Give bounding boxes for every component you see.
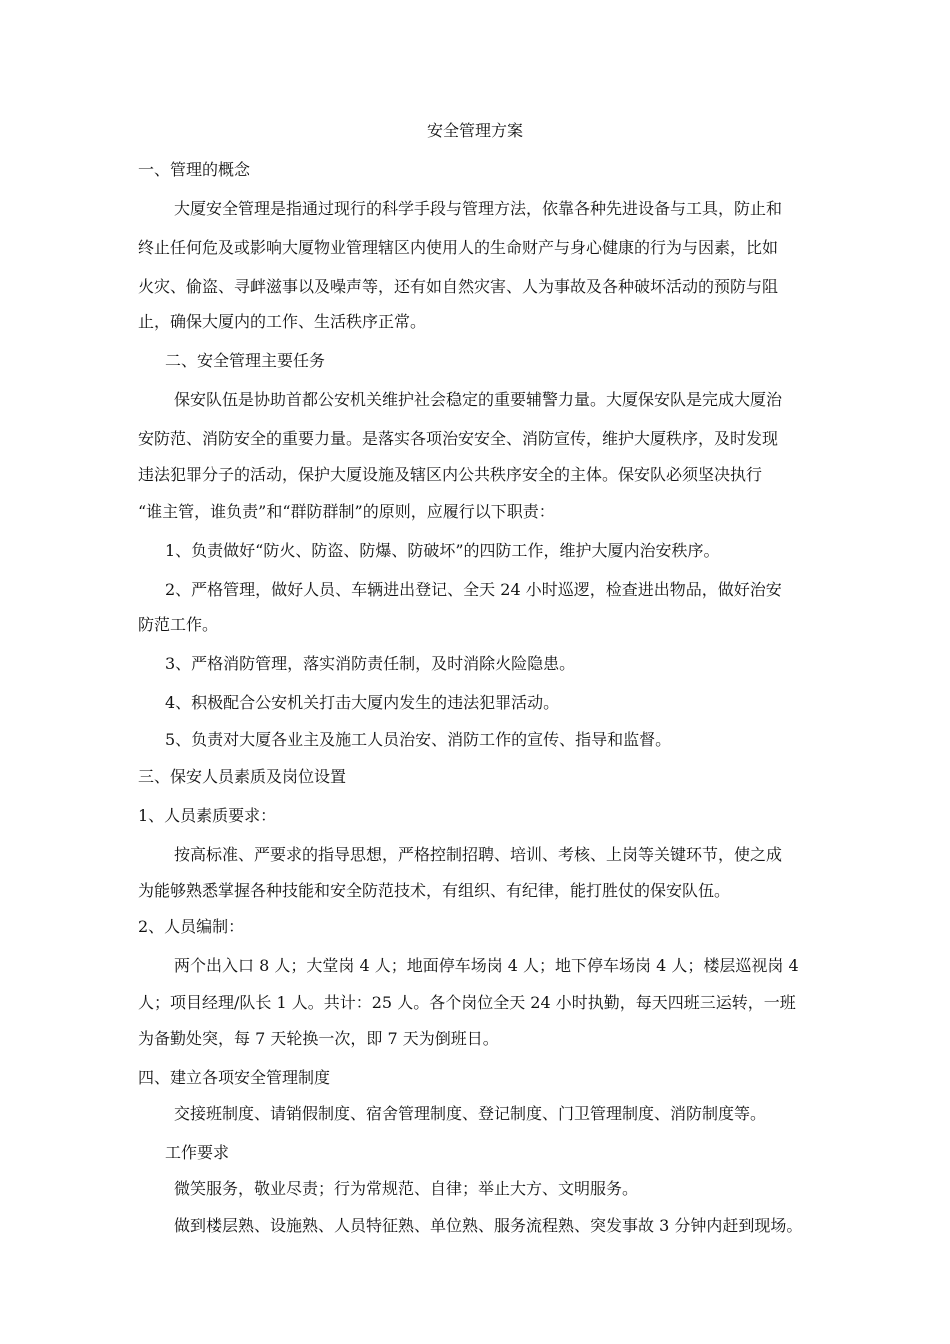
section-heading-3: 三、保安人员素质及岗位设置 [138, 767, 347, 786]
paragraph-line: 做到楼层熟、设施熟、人员特征熟、单位熟、服务流程熟、突发事故 3 分钟内赶到现场。 [174, 1216, 803, 1235]
duty-item-3: 3、严格消防管理，落实消防责任制，及时消除火险隐患。 [165, 654, 576, 673]
section-heading-4: 四、建立各项安全管理制度 [138, 1068, 331, 1087]
paragraph-line: 按高标准、严要求的指导思想，严格控制招聘、培训、考核、上岗等关键环节，使之成 [174, 845, 783, 864]
subheading-quality: 1、人员素质要求： [138, 806, 277, 825]
section-heading-1: 一、管理的概念 [138, 160, 251, 179]
duty-item-5: 5、负责对大厦各业主及施工人员治安、消防工作的宣传、指导和监督。 [165, 730, 672, 749]
paragraph-line: 两个出入口 8 人；大堂岗 4 人；地面停车场岗 4 人；地下停车场岗 4 人；楼层巡视岗 4 [174, 956, 799, 975]
subheading-staffing: 2、人员编制： [138, 917, 245, 936]
paragraph-line: 微笑服务，敬业尽责；行为常规范、自律；举止大方、文明服务。 [174, 1179, 639, 1198]
paragraph-line: 大厦安全管理是指通过现行的科学手段与管理方法，依靠各种先进设备与工具，防止和 [174, 199, 783, 218]
paragraph-line: 安防范、消防安全的重要力量。是落实各项治安安全、消防宣传，维护大厦秩序，及时发现 [138, 429, 779, 448]
paragraph-line: 交接班制度、请销假制度、宿舍管理制度、登记制度、门卫管理制度、消防制度等。 [174, 1104, 767, 1123]
section-heading-2: 二、安全管理主要任务 [165, 351, 326, 370]
document-title: 安全管理方案 [426, 121, 523, 140]
paragraph-line: “谁主管，谁负责”和“群防群制”的原则，应履行以下职责： [138, 502, 555, 521]
paragraph-line: 人；项目经理/队长 1 人。共计：25 人。各个岗位全天 24 小时执勤，每天四班三运转，一班 [138, 993, 796, 1012]
duty-item-4: 4、积极配合公安机关打击大厦内发生的违法犯罪活动。 [165, 693, 560, 712]
duty-item-1: 1、负责做好“防火、防盗、防爆、防破坏”的四防工作，维护大厦内治安秩序。 [165, 541, 720, 560]
paragraph-line: 止，确保大厦内的工作、生活秩序正常。 [138, 312, 427, 331]
duty-item-2-continued: 防范工作。 [138, 615, 219, 634]
paragraph-line: 违法犯罪分子的活动，保护大厦设施及辖区内公共秩序安全的主体。保安队必须坚决执行 [138, 465, 763, 484]
paragraph-line: 保安队伍是协助首都公安机关维护社会稳定的重要辅警力量。大厦保安队是完成大厦治 [174, 390, 783, 409]
paragraph-line: 终止任何危及或影响大厦物业管理辖区内使用人的生命财产与身心健康的行为与因素，比如 [138, 238, 779, 257]
paragraph-line: 为备勤处突，每 7 天轮换一次，即 7 天为倒班日。 [138, 1029, 499, 1048]
duty-item-2: 2、严格管理，做好人员、车辆进出登记、全天 24 小时巡逻，检查进出物品，做好治安 [165, 580, 782, 599]
subheading-work-requirements: 工作要求 [165, 1143, 230, 1162]
paragraph-line: 火灾、偷盗、寻衅滋事以及噪声等，还有如自然灾害、人为事故及各种破坏活动的预防与阻 [138, 277, 779, 296]
paragraph-line: 为能够熟悉掌握各种技能和安全防范技术，有组织、有纪律，能打胜仗的保安队伍。 [138, 881, 731, 900]
